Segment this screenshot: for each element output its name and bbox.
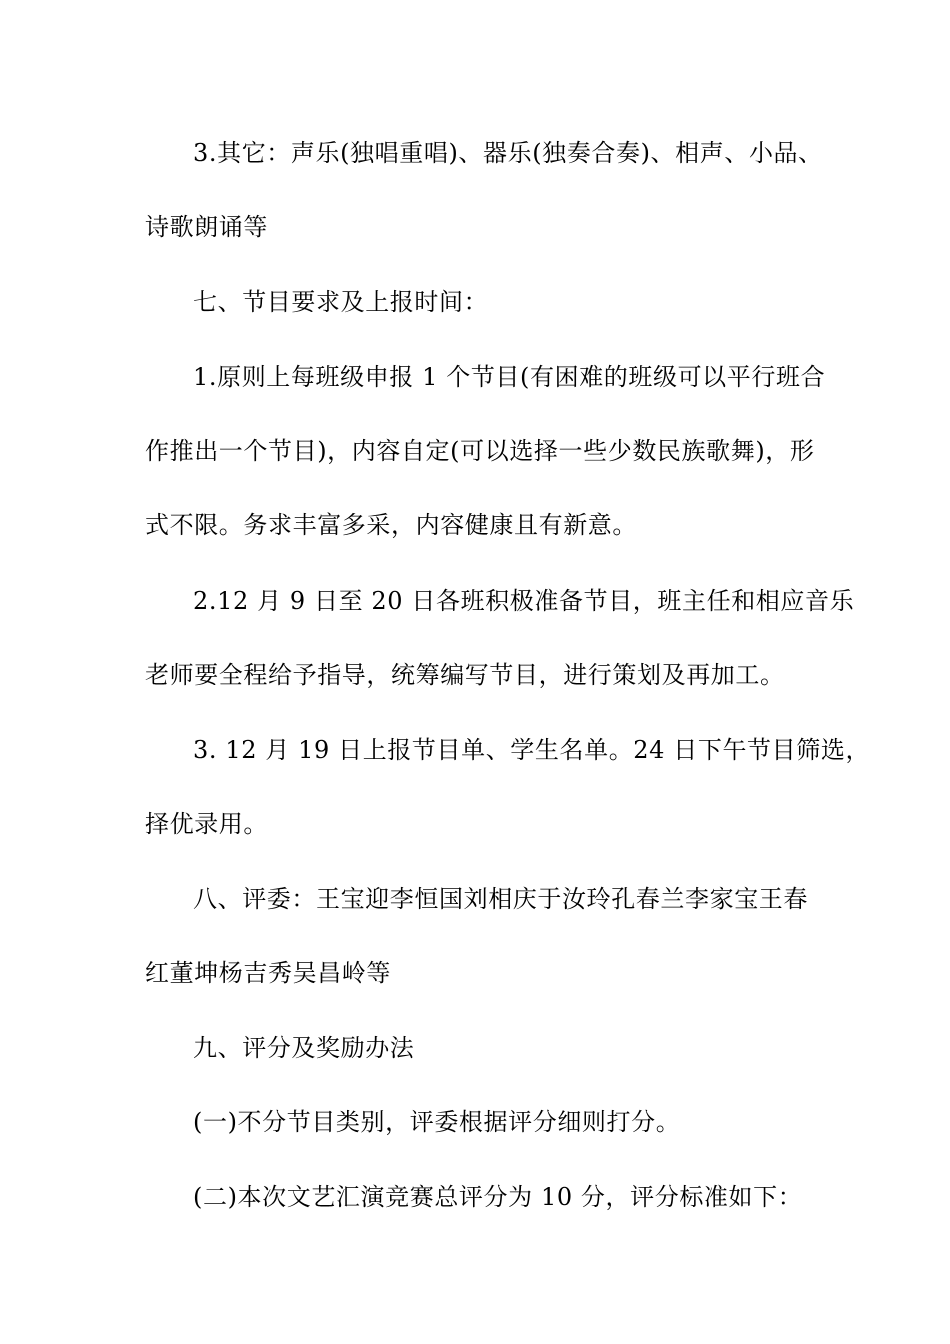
text-line: 1.原则上每班级申报 1 个节目(有困难的班级可以平行班合 bbox=[193, 363, 826, 391]
section-heading: 九、评分及奖励办法 bbox=[193, 1034, 415, 1062]
text-line: 3. 12 月 19 日上报节目单、学生名单。24 日下午节目筛选， bbox=[193, 736, 871, 764]
text-line: 诗歌朗诵等 bbox=[145, 213, 268, 241]
text-line: 红董坤杨吉秀吴昌岭等 bbox=[145, 959, 391, 987]
section-heading: 七、节目要求及上报时间： bbox=[193, 288, 489, 316]
text-line: 作推出一个节目)，内容自定(可以选择一些少数民族歌舞)，形 bbox=[145, 437, 815, 465]
text-line: 择优录用。 bbox=[145, 810, 268, 838]
text-line: 3.其它：声乐(独唱重唱)、器乐(独奏合奏)、相声、小品、 bbox=[193, 139, 823, 167]
text-line: 老师要全程给予指导，统筹编写节目，进行策划及再加工。 bbox=[145, 661, 785, 689]
text-line: (二)本次文艺汇演竞赛总评分为 10 分，评分标准如下： bbox=[193, 1183, 803, 1211]
text-line: 2.12 月 9 日至 20 日各班积极准备节目，班主任和相应音乐 bbox=[193, 587, 855, 615]
text-line: (一)不分节目类别，评委根据评分细则打分。 bbox=[193, 1108, 681, 1136]
text-line: 式不限。务求丰富多采，内容健康且有新意。 bbox=[145, 511, 637, 539]
section-heading: 八、评委：王宝迎李恒国刘相庆于汝玲孔春兰李家宝王春 bbox=[193, 885, 808, 913]
